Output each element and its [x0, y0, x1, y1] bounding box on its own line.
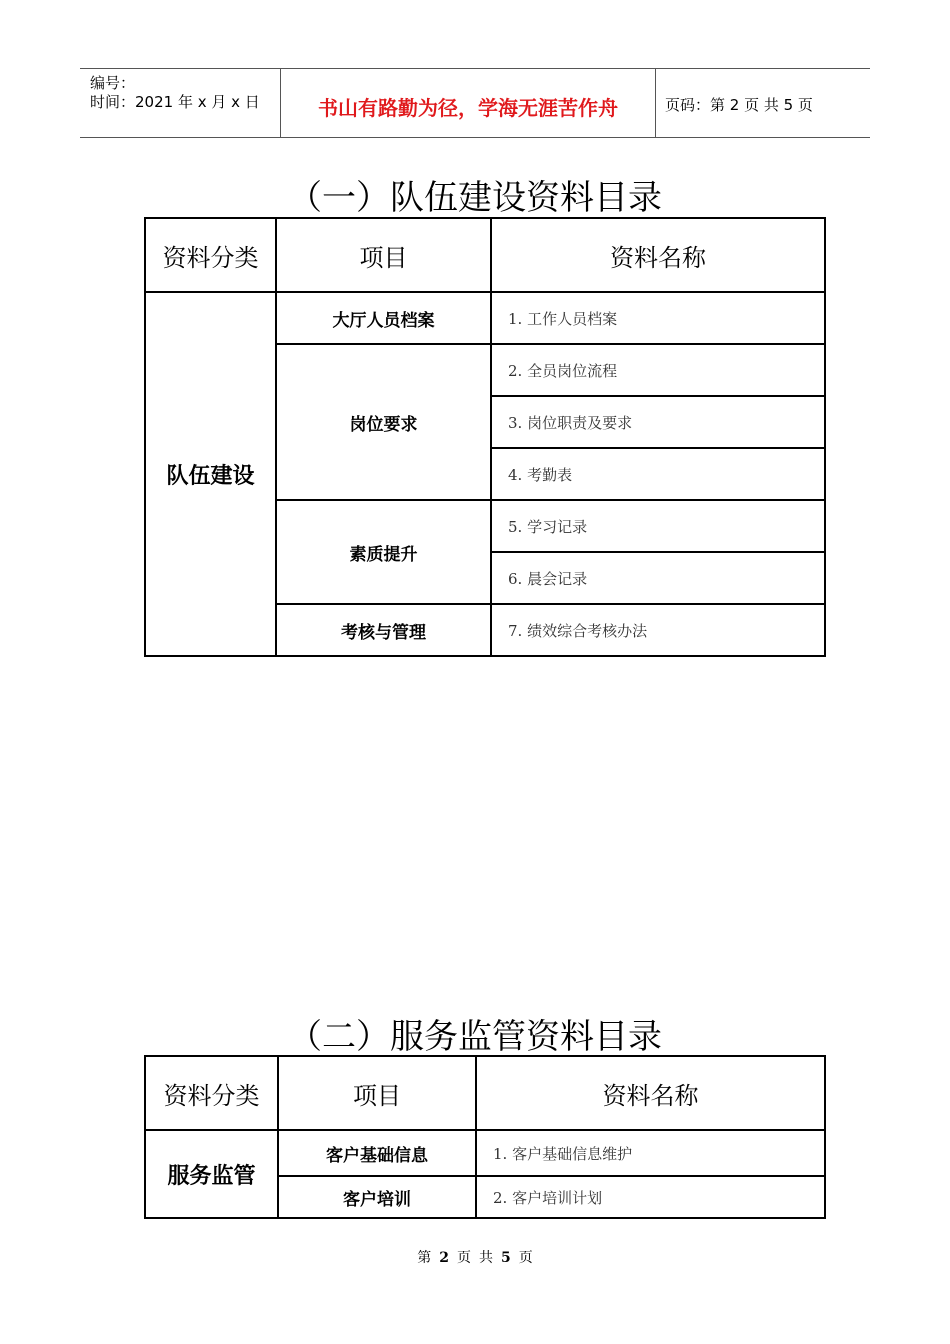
section1-title: （一）队伍建设资料目录	[288, 178, 662, 218]
time-label: 时间：2021 年 x 月 x 日	[90, 93, 260, 111]
table-header-row	[145, 218, 825, 292]
footer-di: 第	[417, 1250, 432, 1266]
col-header-doc: 资料名称	[476, 1056, 825, 1130]
table-header-row	[145, 1056, 825, 1130]
item-cell: 大厅人员档案	[276, 292, 491, 344]
doc-cell: 5. 学习记录	[491, 500, 825, 552]
number-label: 编号：	[90, 74, 136, 92]
item-cell: 客户基础信息	[278, 1130, 476, 1176]
footer-ye-end: 页	[518, 1250, 533, 1266]
item-cell: 客户培训	[278, 1176, 476, 1218]
col-header-item: 项目	[278, 1056, 476, 1130]
footer-ye: 页	[457, 1250, 471, 1266]
section2-title: （二）服务监管资料目录	[288, 1017, 662, 1057]
doc-cell: 2. 客户培训计划	[476, 1176, 825, 1218]
page-footer	[0, 1247, 950, 1267]
item-cell: 考核与管理	[276, 604, 491, 656]
page-info: 页码：第 2 页 共 5 页	[665, 96, 813, 114]
doc-cell: 1. 工作人员档案	[491, 292, 825, 344]
col-header-category: 资料分类	[145, 1056, 278, 1130]
doc-cell: 7. 绩效综合考核办法	[491, 604, 825, 656]
doc-cell: 3. 岗位职责及要求	[491, 396, 825, 448]
footer-page-number: 2	[439, 1250, 449, 1266]
col-header-item: 项目	[276, 218, 491, 292]
header-center-cell	[280, 69, 656, 137]
page-header	[80, 68, 870, 138]
item-cell: 素质提升	[276, 500, 491, 604]
doc-cell: 2. 全员岗位流程	[491, 344, 825, 396]
category-cell: 队伍建设	[145, 292, 276, 656]
section2-table	[144, 1055, 826, 1219]
item-cell: 岗位要求	[276, 344, 491, 500]
doc-cell: 4. 考勤表	[491, 448, 825, 500]
footer-total-pages: 5	[501, 1250, 511, 1266]
header-right-cell	[655, 69, 870, 137]
footer-gong: 共	[479, 1250, 493, 1266]
table-row	[145, 292, 825, 344]
doc-cell: 1. 客户基础信息维护	[476, 1130, 825, 1176]
doc-cell: 6. 晨会记录	[491, 552, 825, 604]
section1-table	[144, 217, 826, 657]
category-cell: 服务监管	[145, 1130, 278, 1218]
col-header-doc: 资料名称	[491, 218, 825, 292]
header-left-cell	[80, 69, 280, 137]
col-header-category: 资料分类	[145, 218, 276, 292]
motto: 书山有路勤为径，学海无涯苦作舟	[318, 96, 618, 120]
table-row	[145, 1130, 825, 1176]
